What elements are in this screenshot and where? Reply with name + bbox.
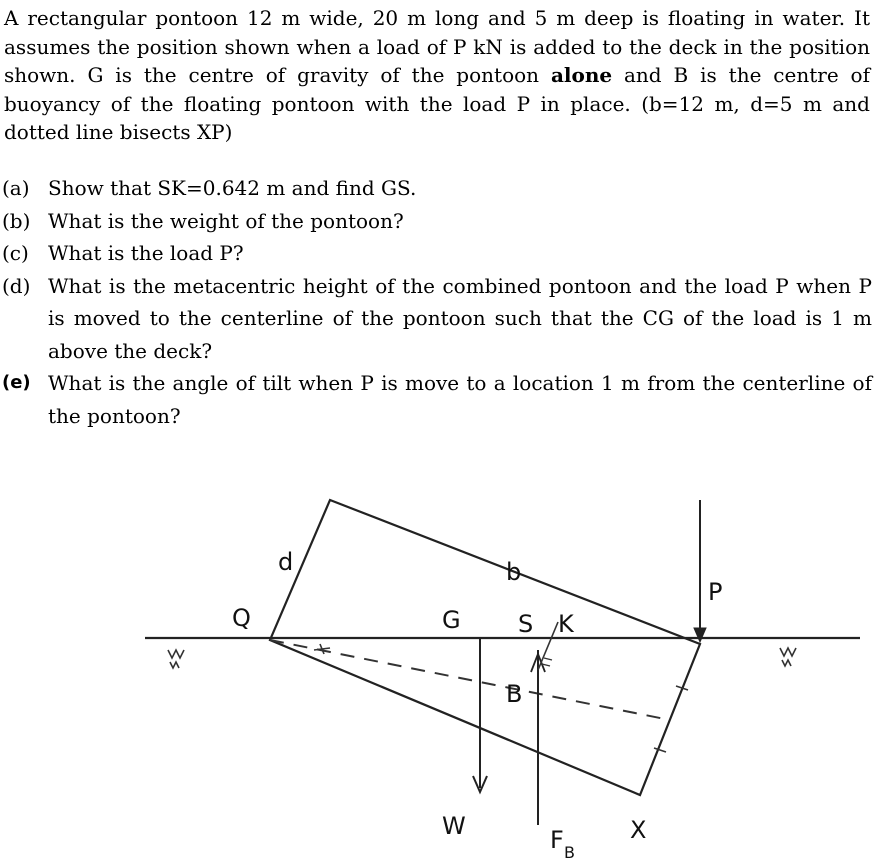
label-P: P [708,578,723,606]
tick-mark [654,748,666,752]
question-b [0,205,872,238]
label-K: K [558,610,574,638]
question-text: What is the metacentric height of the combined pontoon and the load P when P is moved to the centerline of the pontoon such that the CG of the load is 1 m above the deck? [48,273,872,363]
intro-emphasis: alone [550,63,613,87]
label-G: G [442,606,461,634]
water-mark-right [780,648,796,666]
sk-ticks [542,658,552,666]
problem-statement [4,4,870,147]
label-B: B [506,680,523,708]
label-X: X [630,816,647,844]
question-list [0,172,872,432]
label-Q: Q [232,604,251,632]
question-a [0,172,872,205]
question-label: (c) [2,241,29,265]
question-d [0,270,872,368]
intro-text-2: and B is the centre of buoyancy of the floating pontoon with the load P in place. (b=12 m, d=5 m and dotted line bisects XP) [4,63,870,144]
question-label: (e) [2,372,31,393]
pontoon-diagram [140,440,870,860]
question-text: What is the weight of the pontoon? [48,208,404,233]
label-F-subscript: B [564,843,575,860]
intro-text-1: A rectangular pontoon 12 m wide, 20 m long and 5 m deep is floating in water. It assumes the position shown when a load of P kN is added to the deck in the position shown. G is the centre of gravity of the pontoon [4,6,870,87]
load-arrow [694,628,706,642]
question-text: What is the angle of tilt when P is move to a location 1 m from the centerline of the pontoon? [48,371,872,428]
question-label: (b) [2,208,31,233]
pontoon-outline [270,500,700,795]
sk-line [538,622,558,670]
label-S: S [518,610,534,638]
question-label: (d) [2,273,31,298]
question-text: What is the load P? [48,241,244,265]
question-c [0,237,872,270]
label-F: F [550,826,564,854]
dotted-bisector [270,640,670,720]
question-text: Show that SK=0.642 m and find GS. [48,176,417,200]
question-e [0,367,872,432]
tick-mark [314,648,330,650]
water-mark-left [168,650,184,668]
label-d: d [278,548,294,576]
question-label: (a) [2,176,30,200]
label-b: b [506,558,522,586]
label-W: W [442,812,466,840]
